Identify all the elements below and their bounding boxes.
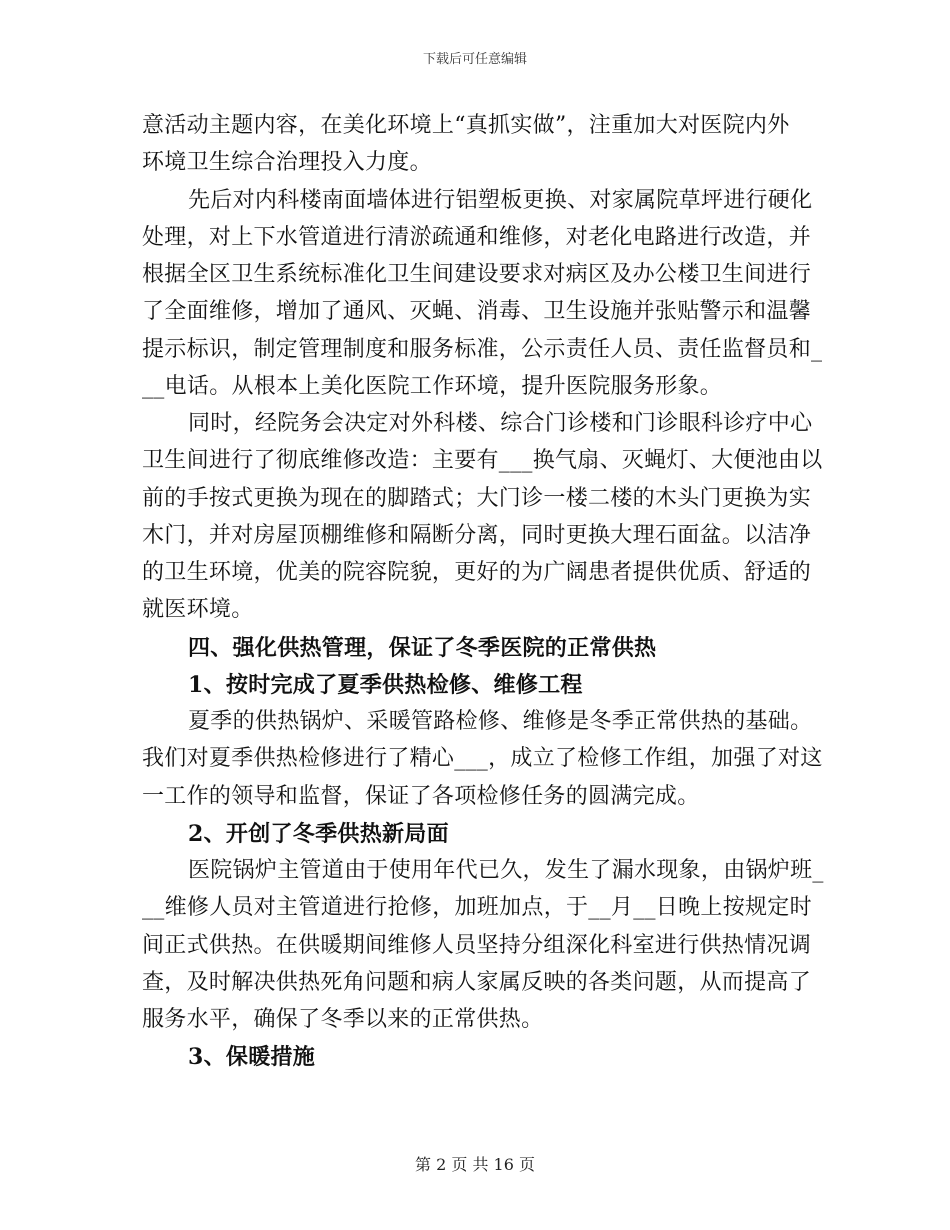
page-header: 下载后可任意编辑 xyxy=(422,52,527,67)
body-line: 提示标识，制定管理制度和服务标准，公示责任人员、责任监督员和_ xyxy=(142,337,823,362)
body-line: 根据全区卫生系统标准化卫生间建设要求对病区及办公楼卫生间进行 xyxy=(142,262,812,287)
body-line: __维修人员对主管道进行抢修，加班加点，于__月__日晚上按规定时 xyxy=(142,895,812,920)
paragraph-first-line: 先后对内科楼南面墙体进行铝塑板更换、对家属院草坪进行硬化 xyxy=(188,188,813,213)
paragraph-first-line: 同时，经院务会决定对外科楼、综合门诊楼和门诊眼科诊疗中心 xyxy=(188,411,813,436)
body-line: 一工作的领导和监督，保证了各项检修任务的圆满完成。 xyxy=(142,784,700,809)
body-line: 卫生间进行了彻底维修改造：主要有___换气扇、灭蝇灯、大便池由以 xyxy=(142,448,823,473)
body-line: 查，及时解决供热死角问题和病人家属反映的各类问题，从而提高了 xyxy=(142,970,812,995)
section-heading: 四、强化供热管理，保证了冬季医院的正常供热 xyxy=(188,635,657,661)
subsection-heading: 2、开创了冬季供热新局面 xyxy=(188,821,449,847)
body-line: 处理，对上下水管道进行清淤疏通和维修，对老化电路进行改造，并 xyxy=(142,225,812,250)
body-line: 环境卫生综合治理投入力度。 xyxy=(142,150,432,175)
body-line: 的卫生环境，优美的院容院貌，更好的为广阔患者提供优质、舒适的 xyxy=(142,560,812,585)
body-line: 前的手按式更换为现在的脚踏式；大门诊一楼二楼的木头门更换为实 xyxy=(142,486,812,511)
body-line: 就医环境。 xyxy=(142,597,254,622)
subsection-heading: 3、保暖措施 xyxy=(188,1044,316,1070)
body-line: 我们对夏季供热检修进行了精心___，成立了检修工作组，加强了对这 xyxy=(142,746,823,771)
body-line: 了全面维修，增加了通风、灭蝇、消毒、卫生设施并张贴警示和温馨 xyxy=(142,299,812,324)
body-line: 服务水平，确保了冬季以来的正常供热。 xyxy=(142,1007,544,1032)
paragraph-first-line: 医院锅炉主管道由于使用年代已久，发生了漏水现象，由锅炉班_ xyxy=(188,858,824,883)
body-line: __电话。从根本上美化医院工作环境，提升医院服务形象。 xyxy=(142,374,723,399)
body-line: 木门，并对房屋顶棚维修和隔断分离，同时更换大理石面盆。以洁净 xyxy=(142,523,812,548)
body-line: 间正式供热。在供暖期间维修人员坚持分组深化科室进行供热情况调 xyxy=(142,933,812,958)
subsection-heading: 1、按时完成了夏季供热检修、维修工程 xyxy=(188,672,583,698)
paragraph-first-line: 夏季的供热锅炉、采暖管路检修、维修是冬季正常供热的基础。 xyxy=(188,709,813,734)
page-footer: 第 2 页 共 16 页 xyxy=(415,1155,535,1174)
body-line: 意活动主题内容，在美化环境上“真抓实做”，注重加大对医院内外 xyxy=(142,113,790,138)
